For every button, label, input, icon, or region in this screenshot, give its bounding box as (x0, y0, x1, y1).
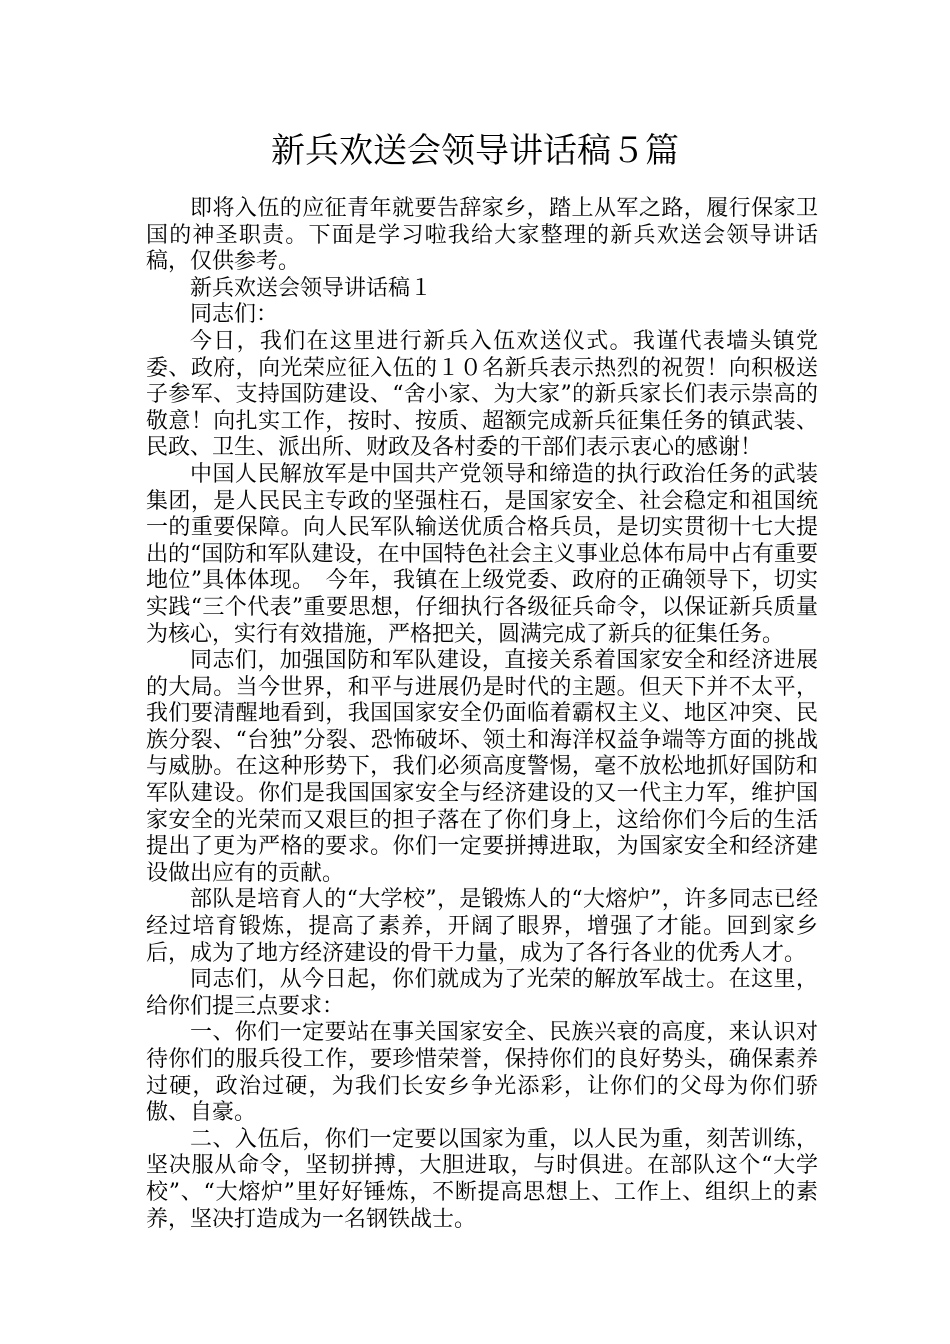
body-paragraph: 同志们，从今日起，你们就成为了光荣的解放军战士。在这里，给你们提三点要求： (146, 967, 818, 1019)
intro-paragraph: 即将入伍的应征青年就要告辞家乡，踏上从军之路，履行保家卫国的神圣职责。下面是学习啦我给大家整理的新兵欢送会领导讲话稿，仅供参考。 (146, 196, 818, 275)
requirement-item: 一、你们一定要站在事关国家安全、民族兴衰的高度，来认识对待你们的服兵役工作，要珍惜荣誉，保持你们的良好势头，确保素养过硬，政治过硬，为我们长安乡争光添彩，让你们的父母为你们骄傲、自豪。 (146, 1020, 818, 1126)
body-paragraph: 同志们，加强国防和军队建设，直接关系着国家安全和经济进展的大局。当今世界，和平与进展仍是时代的主题。但天下并不太平，我们要清醒地看到，我国国家安全仍面临着霸权主义、地区冲突、民族分裂、“台独”分裂、恐怖破坏、领土和海洋权益争端等方面的挑战与威胁。在这种形势下，我们必须高度警惕，毫不放松地抓好国防和军队建设。你们是我国国家安全与经济建设的又一代主力军，维护国家安全的光荣而又艰巨的担子落在了你们身上，这给你们今后的生活提出了更为严格的要求。你们一定要拼搏进取，为国家安全和经济建设做出应有的贡献。 (146, 648, 818, 886)
salutation: 同志们： (190, 302, 279, 328)
document-body (146, 196, 818, 1233)
section-heading: 新兵欢送会领导讲话稿１ (190, 275, 433, 301)
requirement-item: 二、入伍后，你们一定要以国家为重，以人民为重，刻苦训练，坚决服从命令，坚韧拼搏，大胆进取，与时俱进。在部队这个“大学校”、“大熔炉”里好好锤炼，不断提高思想上、工作上、组织上的素养，坚决打造成为一名钢铁战士。 (146, 1126, 818, 1232)
body-paragraph: 中国人民解放军是中国共产党领导和缔造的执行政治任务的武装集团，是人民民主专政的坚强柱石，是国家安全、社会稳定和祖国统一的重要保障。向人民军队输送优质合格兵员，是切实贯彻十七大提出的“国防和军队建设，在中国特色社会主义事业总体布局中占有重要地位”具体体现。 今年，我镇在上级党委、政府的正确领导下，切实实践“三个代表”重要思想，仔细执行各级征兵命令，以保证新兵质量为核心，实行有效措施，严格把关，圆满完成了新兵的征集任务。 (146, 461, 818, 647)
body-paragraph: 部队是培育人的“大学校”，是锻炼人的“大熔炉”，许多同志已经经过培育锻炼，提高了素养，开阔了眼界，增强了才能。回到家乡后，成为了地方经济建设的骨干力量，成为了各行各业的优秀人才。 (146, 887, 818, 966)
body-paragraph: 今日，我们在这里进行新兵入伍欢送仪式。我谨代表墙头镇党委、政府，向光荣应征入伍的１０名新兵表示热烈的祝贺！向积极送子参军、支持国防建设、“舍小家、为大家”的新兵家长们表示崇高的敬意！向扎实工作，按时、按质、超额完成新兵征集任务的镇武装、民政、卫生、派出所、财政及各村委的干部们表示衷心的感谢！ (146, 328, 818, 461)
document-title: 新兵欢送会领导讲话稿５篇 (271, 131, 679, 171)
